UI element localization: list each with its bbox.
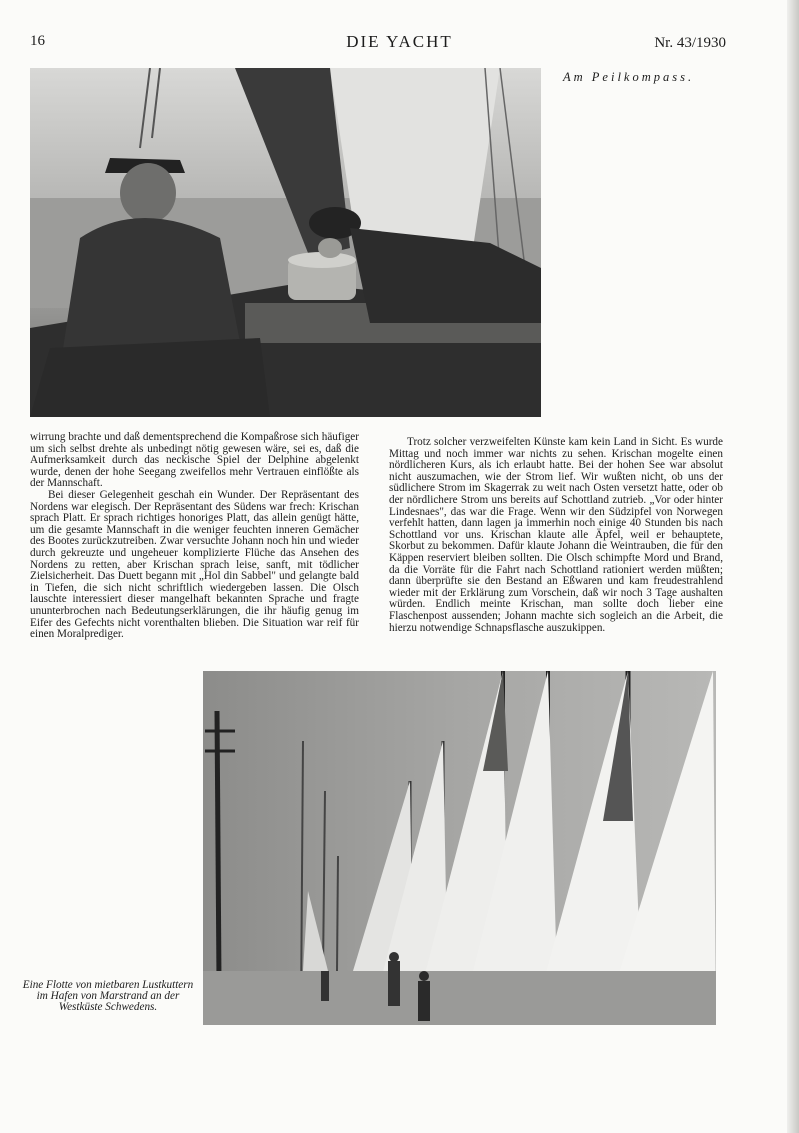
issue-number: Nr. 43/1930 — [654, 35, 726, 51]
text-column-left — [30, 432, 359, 641]
page-edge-shadow — [787, 0, 799, 1133]
photo-caption-top: Am Peilkompass. — [563, 70, 695, 84]
paragraph: Trotz solcher verzweifelten Künste kam kein Land in Sicht. Es wurde Mittag und noch immer war nichts zu sehen. Krischan mogelte einen nördlicheren Kurs, als ich erlaubt hatte. Bei der hohen See war absolut nicht auszumachen, wie der Strom lief. Wir wußten nicht, ob uns der südlichere Strom im Skagerrak zu weit nach Osten versetzt hatte, oder ob der nördlichere Strom uns bereits auf Schottland zutrieb. „Vor oder hinter Lindesnaes", das war die Frage. Wenn wir den Südzipfel von Norwegen verfehlt hatten, dann lagen ja immerhin noch einige 40 Stunden bis nach Schottland vor uns. Krischan klaute alle Äpfel, weil er behauptete, Skorbut zu bekommen. Dafür klaute Johann die Weintrauben, die für den Käppen reserviert bleiben sollten. Die Olsch schimpfte Mord und Brand, da die Vorräte für die Fahrt nach Schottland rationiert werden müßten; dann überprüfte sie den Bestand an Eßwaren und kam freudestrahlend wieder mit der Erklärung zum Vorschein, daß wir noch 3 Tage aushalten würden. Endlich meinte Krischan, man sollte doch lieber eine Flaschenpost aussenden; Johann machte sich sogleich an die Arbeit, die hierzu notwendige Schnapsflasche auszukippen. — [389, 436, 723, 634]
text-column-right — [389, 437, 723, 634]
photo-caption-bottom: Eine Flotte von mietbaren Lustkuttern im Hafen von Marstrand an der Westküste Schwedens. — [22, 979, 194, 1014]
page-number: 16 — [30, 33, 45, 49]
paragraph: wirrung brachte und daß dementsprechend die Kompaßrose sich häufiger um sich selbst drehte als unbedingt nötig gewesen wäre, sei es, daß die Aufmerksamkeit durch das neckische Spiel der Delphine abgelenkt wurde, denen der hohe Seegang zweifellos mehr Vertrauen einflößte als der Mannschaft. — [30, 431, 359, 490]
photo-fleet — [203, 671, 716, 1025]
magazine-title: DIE YACHT — [346, 32, 453, 51]
photo-compass — [30, 68, 541, 417]
paragraph: Bei dieser Gelegenheit geschah ein Wunder. Der Repräsentant des Nordens war elegisch. Der Repräsentant des Südens war frech: Krischan sprach Platt. Er sprach richtiges honoriges Platt, das allein genügt hätte, um die gesamte Mannschaft in die weniger feuchten inneren Gemächer des Bootes zurückzutreiben. Zwar versuchte Johann noch hin und wieder durch gekreuzte und ungeheuer komplizierte Flüche das Ansehen des Nordens zu retten, aber Krischan sprach leise, sanft, mit tödlicher Zielsicherheit. Das Duett begann mit „Hol din Sabbel" und gelangte bald in Tiefen, die sich nicht schriftlich wiedergeben lassen. Die Olsch lauschte interessiert dieser mangelhaft bekannten Sprache und fragte ununterbrochen nach Bedeutungserklärungen, die ihr häufig genug im Eifer des Gefechts nicht vorenthalten blieben. Die Situation war reif für einen Moralprediger. — [30, 488, 359, 641]
